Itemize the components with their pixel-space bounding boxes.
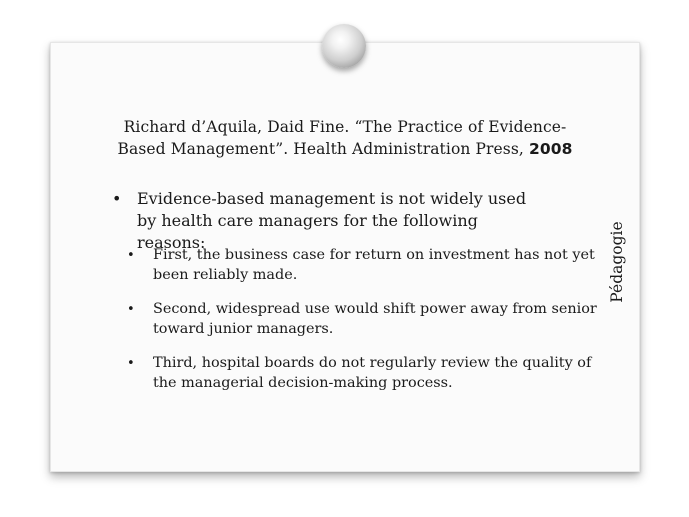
sub-bullet-list bbox=[127, 246, 602, 408]
sub-bullet-item bbox=[127, 354, 602, 393]
sub-bullet-text: Third, hospital boards do not regularly review the quality of the managerial decision-making process. bbox=[153, 355, 592, 391]
bullet-marker: • bbox=[127, 248, 135, 263]
bullet-marker: • bbox=[127, 302, 135, 317]
bullet-marker: • bbox=[112, 189, 122, 208]
sub-bullet-item bbox=[127, 246, 602, 285]
pushpin-icon bbox=[322, 24, 366, 68]
sub-bullet-item bbox=[127, 300, 602, 339]
citation-line-2: Based Management”. Health Administration Press, bbox=[117, 140, 524, 158]
citation bbox=[95, 116, 595, 160]
sub-bullet-text: First, the business case for return on investment has not yet been reliably made. bbox=[153, 247, 595, 283]
citation-year: 2008 bbox=[528, 140, 573, 158]
side-label-pedagogie: Pédagogie bbox=[608, 221, 626, 303]
citation-line-1: Richard d’Aquila, Daid Fine. “The Practice of Evidence- bbox=[123, 118, 567, 136]
main-bullet-text: Evidence-based management is not widely used by health care managers for the following reasons: bbox=[137, 189, 527, 252]
bullet-marker: • bbox=[127, 356, 135, 371]
sub-bullet-text: Second, widespread use would shift power away from senior toward junior managers. bbox=[153, 301, 597, 337]
main-bullet bbox=[112, 188, 532, 254]
